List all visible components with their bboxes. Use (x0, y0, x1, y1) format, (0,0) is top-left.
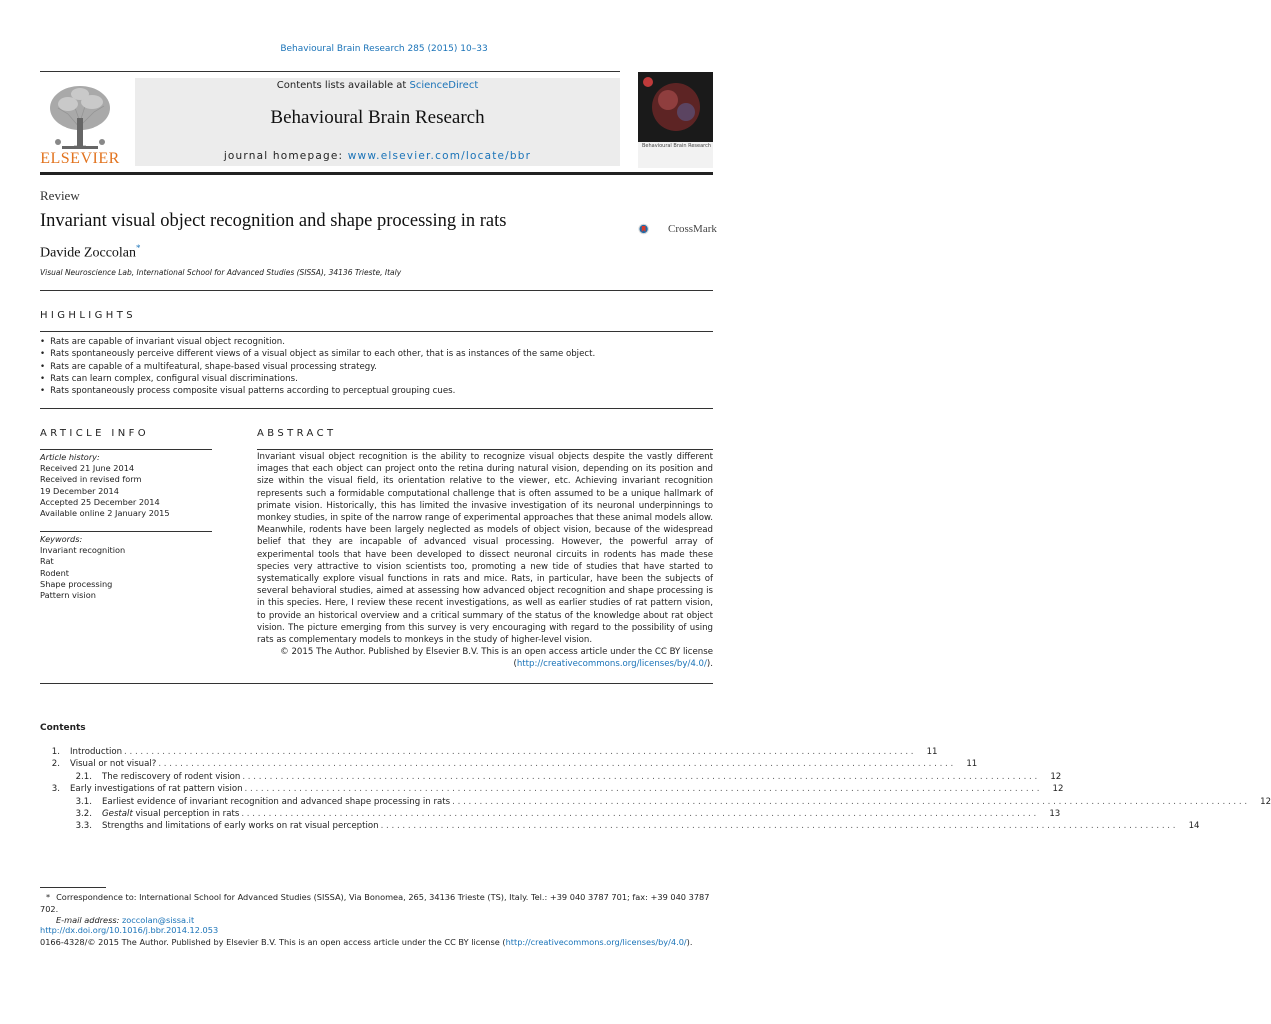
toc-title[interactable]: Introduction (70, 747, 123, 757)
keywords-rule (40, 531, 212, 532)
title-divider (40, 290, 713, 291)
toc-number: 2.1. (75, 771, 92, 782)
abstract-copyright: © 2015 The Author. Published by Elsevier B.V. This is an open access article under the CC BY license (280, 647, 713, 658)
toc-title[interactable]: Strengths and limitations of early works on rat visual perception (102, 821, 379, 832)
toc-number: 3.2. (75, 808, 92, 819)
toc-page: 12 (1260, 796, 1271, 807)
toc-leader: . . . . . . . . . . . . . . . . . . . . . . . . . . . . . . . . . . . . . . . . . . . . . . . . . . . . . . . . . . . . . . . . . . . . . . . . . . . . . . . . . . . . . . . . . . . . . . . . . . . . . . . . . . . . . . . . . . . . . . . . . . . . . . . . . . . . . . . . . . . . . . . . . . (241, 808, 1037, 819)
author-line (40, 243, 141, 262)
license-link[interactable]: http://creativecommons.org/licenses/by/4.0/ (516, 659, 707, 670)
issn-close: ). (686, 937, 693, 947)
toc-page: 11 (966, 759, 978, 770)
history-item: Accepted 25 December 2014 (40, 496, 160, 507)
toc-number: 2. (51, 759, 60, 770)
author-name: Davide Zoccolan (40, 245, 137, 261)
keyword: Rodent (40, 567, 69, 578)
toc-title-italic: Gestalt (102, 808, 133, 819)
toc-leader: . . . . . . . . . . . . . . . . . . . . . . . . . . . . . . . . . . . . . . . . . . . . . . . . . . . . . . . . . . . . . . . . . . . . . . . . . . . . . . . . . . . . . . . . . . . . . . . . . . . . . . . . . . . . . . . . . . . . . . . . . . . . . . . . . . . . . . . . . . . . . . . . . . (242, 771, 1038, 782)
highlight-item: • Rats can learn complex, configural visual discriminations. (40, 373, 720, 385)
toc-entry-rediscovery[interactable] (40, 771, 1062, 783)
contents-availability (135, 80, 620, 91)
toc-entry-strengths[interactable] (40, 820, 1200, 832)
toc-page: 14 (1188, 821, 1200, 832)
abstract-license (257, 658, 713, 670)
toc-page: 11 (926, 747, 938, 757)
highlights-rule (40, 331, 713, 332)
cover-title: Behavioural Brain Research (642, 143, 712, 149)
journal-cover-image (638, 72, 713, 168)
header-top-rule (40, 71, 620, 72)
history-item: Available online 2 January 2015 (40, 508, 170, 519)
keyword: Rat (40, 556, 54, 567)
email-link[interactable]: zoccolan@sissa.it (121, 915, 195, 925)
toc-page: 12 (1052, 784, 1064, 795)
contents-prefix: Contents lists available at (276, 80, 410, 91)
abstract-heading: ABSTRACT (257, 428, 337, 439)
correspondence-footnote (40, 892, 720, 927)
crossmark-label[interactable]: CrossMark (668, 223, 717, 235)
abstract-paragraph: Invariant visual object recognition is the ability to recognize visual objects despite the vastly different images that each object can project onto the retina during natural vision, depending on its position and size within the visual field, its orientation relative to the viewer, etc. Achieving invariant recognition represents such a formidable computational challenge that is often assumed to be a unique hallmark of primate vision. Historically, this has limited the invasive investigation of its neuronal underpinnings to monkey studies, in spite of the narrow range of experimental approaches that these animal models allow. Meanwhile, rodents have been largely neglected as models of object vision, because of the widespread belief that they are incapable of advanced visual processing. However, the powerful array of experimental tools that have been developed to dissect neuronal circuits in rodents has made these species very attractive to vision scientists too, promoting a new tide of studies that have started to systematically explore visual functions in rats and mice. Rats, in particular, have been the subjects of several behavioral studies, aimed at assessing how advanced object recognition and shape processing is in this species. Here, I review these recent investigations, as well as earlier studies of rat pattern vision, to provide an historical overview and a critical summary of the status of the knowledge about rat object vision. The picture emerging from this survey is very encouraging with regard to the possibility of using rats as complementary models to monkeys in the study of higher-level vision. (257, 452, 713, 646)
toc-title[interactable]: Early investigations of rat pattern vision (70, 784, 243, 795)
toc-entry-early-investigations[interactable] (40, 783, 1064, 795)
article-type: Review (40, 188, 80, 203)
crossmark-icon[interactable] (638, 213, 668, 245)
journal-citation[interactable]: Behavioural Brain Research 285 (2015) 10–33 (280, 44, 488, 54)
issn-license-link[interactable]: http://creativecommons.org/licenses/by/4.0/ (505, 937, 687, 947)
elsevier-wordmark: ELSEVIER (40, 150, 120, 167)
keyword: Pattern vision (40, 590, 96, 601)
toc-number: 3.1. (75, 796, 92, 807)
abstract-body (257, 451, 713, 671)
toc-entry-visual-or-not[interactable] (40, 758, 978, 770)
toc-number: 1. (51, 747, 60, 757)
toc-leader: . . . . . . . . . . . . . . . . . . . . . . . . . . . . . . . . . . . . . . . . . . . . . . . . . . . . . . . . . . . . . . . . . . . . . . . . . . . . . . . . . . . . . . . . . . . . . . . . . . . . . . . . . . . . . . . . . . . . . . . . . . . . . . . . . . . . . . . . . . . . . . . . . . (158, 759, 954, 770)
toc-page: 12 (1050, 771, 1062, 782)
toc-title[interactable]: Visual or not visual? (70, 759, 157, 770)
highlight-item: • Rats spontaneously process composite visual patterns according to perceptual grouping cues. (40, 385, 720, 397)
license-open: ( (513, 659, 517, 670)
sciencedirect-link[interactable]: ScienceDirect (409, 80, 479, 91)
article-history (40, 452, 215, 519)
keyword: Shape processing (40, 578, 113, 589)
toc-title[interactable]: The rediscovery of rodent vision (102, 771, 241, 782)
toc-number: 3. (51, 784, 60, 795)
cover-artwork (638, 72, 713, 142)
keywords-block (40, 534, 215, 601)
article-info-rule (40, 449, 212, 450)
toc-page: 13 (1049, 808, 1061, 819)
author-affiliation: Visual Neuroscience Lab, International School for Advanced Studies (SISSA), 34136 Trieste, Italy (40, 268, 402, 277)
header-thick-rule (40, 172, 713, 175)
toc-leader: . . . . . . . . . . . . . . . . . . . . . . . . . . . . . . . . . . . . . . . . . . . . . . . . . . . . . . . . . . . . . . . . . . . . . . . . . . . . . . . . . . . . . . . . . . . . . . . . . . . . . . . . . . . . . . . . . . . . . . . . . . . . . . . . . . . . . . . . . . . . . . . . . . (380, 821, 1176, 832)
cover-title-area (638, 142, 713, 168)
homepage-label: journal homepage: (223, 150, 348, 162)
correspondence-line (40, 892, 720, 915)
history-label: Article history: (40, 452, 100, 462)
highlights-heading: HIGHLIGHTS (40, 310, 136, 321)
license-close: ). (706, 659, 713, 670)
footnote-rule (40, 887, 106, 888)
highlight-item: • Rats are capable of a multifeatural, shape-based visual processing strategy. (40, 361, 720, 373)
toc-entry-gestalt[interactable] (40, 808, 1061, 820)
homepage-link[interactable]: www.elsevier.com/locate/bbr (347, 150, 532, 162)
article-info-heading: ARTICLE INFO (40, 428, 150, 439)
email-label: E-mail address: (56, 915, 122, 925)
issn-line (40, 937, 692, 947)
keywords-label: Keywords: (40, 534, 83, 544)
history-item: Received 21 June 2014 (40, 463, 135, 474)
footnote-mark: * (46, 892, 51, 902)
journal-title: Behavioural Brain Research (270, 107, 485, 128)
contents-heading: Contents (40, 723, 86, 733)
highlights-list (40, 336, 720, 397)
history-item: 19 December 2014 (40, 485, 119, 496)
article-title: Invariant visual object recognition and shape processing in rats (40, 211, 507, 231)
journal-homepage (135, 150, 620, 162)
issn-text: 0166-4328/© 2015 The Author. Published by Elsevier B.V. This is an open access article under the CC BY license ( (40, 937, 506, 947)
abstract-rule (257, 449, 713, 450)
highlight-item: • Rats are capable of invariant visual object recognition. (40, 336, 720, 348)
toc-leader: . . . . . . . . . . . . . . . . . . . . . . . . . . . . . . . . . . . . . . . . . . . . . . . . . . . . . . . . . . . . . . . . . . . . . . . . . . . . . . . . . . . . . . . . . . . . . . . . . . . . . . . . . . . . . . . . . . . . . . . . . . . . . . . . . . . . . . . . . . . . . . . . . (124, 747, 914, 757)
doi-link[interactable]: http://dx.doi.org/10.1016/j.bbr.2014.12.053 (40, 925, 219, 935)
author-footnote-link[interactable]: * (136, 243, 141, 253)
toc-title[interactable]: Earliest evidence of invariant recognition and advanced shape processing in rats (102, 796, 451, 807)
toc-title[interactable] (102, 808, 239, 820)
toc-number: 3.3. (75, 821, 92, 832)
toc-leader: . . . . . . . . . . . . . . . . . . . . . . . . . . . . . . . . . . . . . . . . . . . . . . . . . . . . . . . . . . . . . . . . . . . . . . . . . . . . . . . . . . . . . . . . . . . . . . . . . . . . . . . . . . . . . . . . . . . . . . . . . . . . . . . . . . . . . . . . . . . . . . . . . . (244, 784, 1040, 795)
highlight-item: • Rats spontaneously perceive different views of a visual object as similar to each other, that is as instances of the same object. (40, 348, 720, 360)
history-item: Received in revised form (40, 474, 142, 485)
toc-entry-introduction[interactable] (40, 746, 938, 758)
toc-entry-earliest-evidence[interactable] (40, 796, 1271, 808)
abstract-bottom-rule (40, 683, 713, 684)
toc-title-rest: visual perception in rats (132, 808, 240, 819)
keyword: Invariant recognition (40, 545, 126, 556)
correspondence-text: Correspondence to: International School for Advanced Studies (SISSA), Via Bonomea, 265, 34136 Trieste (TS), Italy. Tel.: +39 040 3787 701; fax: +39 040 3787 702. (40, 892, 710, 914)
toc-leader: . . . . . . . . . . . . . . . . . . . . . . . . . . . . . . . . . . . . . . . . . . . . . . . . . . . . . . . . . . . . . . . . . . . . . . . . . . . . . . . . . . . . . . . . . . . . . . . . . . . . . . . . . . . . . . . . . . . . . . . . . . . . . . . . . . . . . . . . . . . . . . . . . . (452, 796, 1248, 807)
table-of-contents (40, 746, 1271, 833)
highlights-bottom-rule (40, 408, 713, 409)
